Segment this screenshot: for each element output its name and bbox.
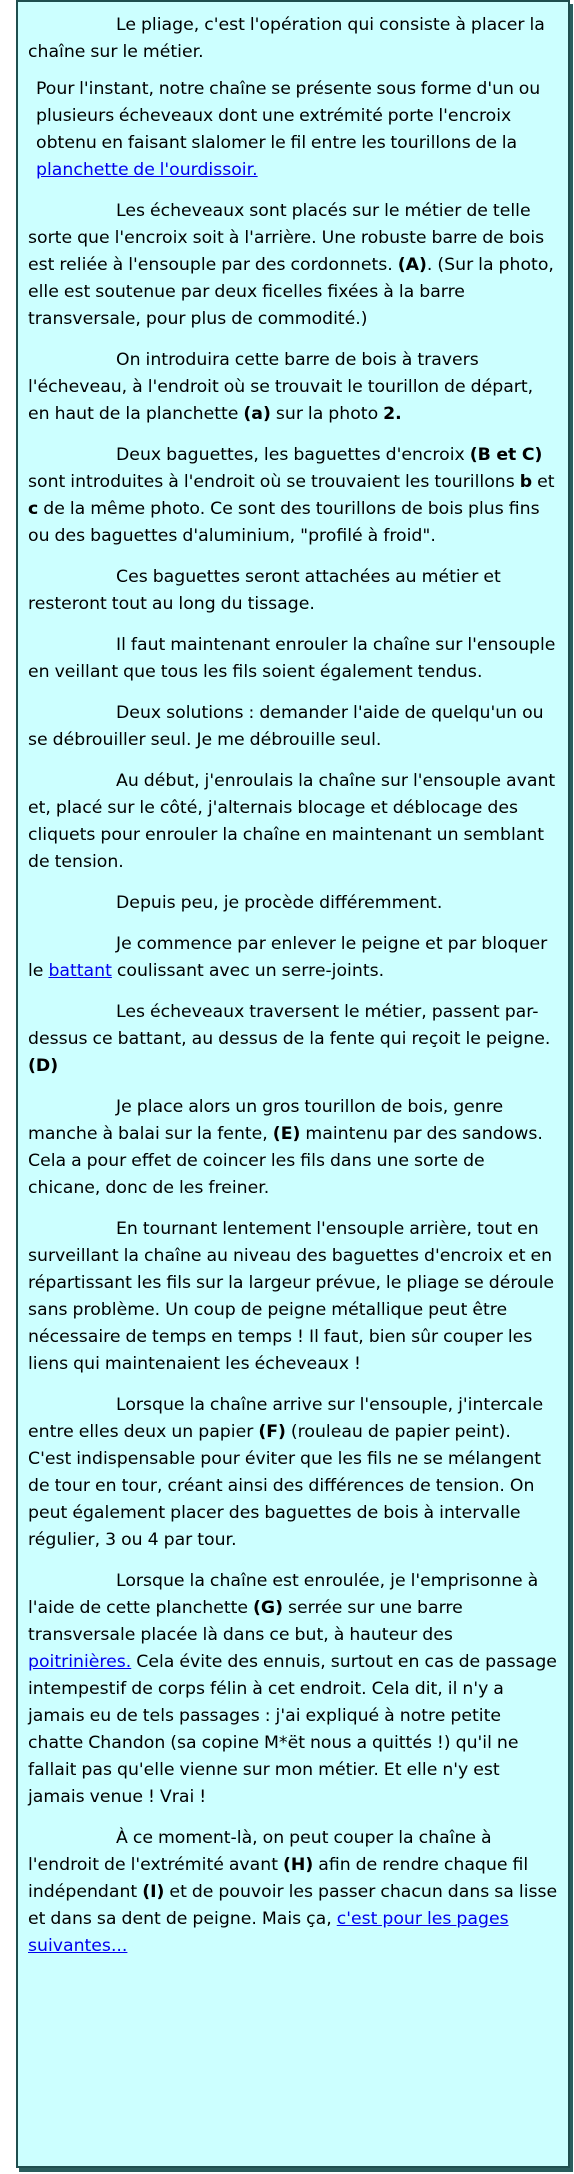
paragraph-text: Les écheveaux sont placés sur le métier de telle sorte que l'encroix soit à l'arrière. Une robuste barre de bois est reliée à l'ensouple par des cordonnets. (28, 201, 545, 275)
paragraph-text: Au début, j'enroulais la chaîne sur l'ensouple avant et, placé sur le côté, j'alternais blocage et déblocage des cliquets pour enrouler la chaîne en maintenant un semblant de tension. (28, 771, 556, 872)
paragraph-text: (rouleau de papier peint). C'est indispensable pour éviter que les fils ne se mélangent de tour en tour, créant ainsi des différences de tension. On peut également placer des baguettes de bois à intervalle régulier, 3 ou 4 par tour. (28, 1422, 542, 1550)
paragraph-barre-bois (28, 347, 558, 428)
label-A: (A) (397, 255, 427, 275)
paragraph-baguettes-attachees (28, 564, 558, 618)
paragraph-text: Il faut maintenant enrouler la chaîne sur l'ensouple en veillant que tous les fils soient également tendus. (28, 635, 556, 682)
label-I: (I) (142, 1882, 165, 1902)
label-c: c (28, 499, 39, 519)
paragraph-text: de la même photo. Ce sont des tourillons de bois plus fins ou des baguettes d'aluminium, "profilé à froid". (28, 499, 540, 546)
paragraph-text: On introduira cette barre de bois à travers l'écheveau, à l'endroit où se trouvait le tourillon de départ, en haut de la planchette (28, 350, 534, 424)
paragraph-text: Deux solutions : demander l'aide de quelqu'un ou se débrouiller seul. Je me débrouille seul. (28, 703, 544, 750)
poitrinieres-link[interactable]: poitrinières. (28, 1652, 132, 1672)
paragraph-text: Cela évite des ennuis, surtout en cas de passage intempestif de corps félin à cet endroit. Cela dit, il n'y a jamais eu de tels passages : j'ai expliqué à notre petite chatte Chandon (sa copine M*ët nous a quittés !) qu'il ne fallait pas qu'elle vienne sur mon métier. Et elle n'y est jamais venue ! Vrai ! (28, 1652, 557, 1807)
paragraph-deux-solutions (28, 700, 558, 754)
paragraph-text: et (532, 472, 555, 492)
paragraph-echeveaux-traversent (28, 999, 558, 1080)
label-E: (E) (272, 1124, 301, 1144)
paragraph-text: coulissant avec un serre-joints. (111, 961, 385, 981)
paragraph-text: Le pliage, c'est l'opération qui consiste à placer la chaîne sur le métier. (28, 15, 545, 62)
paragraph-text: Pour l'instant, notre chaîne se présente sous forme d'un ou plusieurs écheveaux dont une extrémité porte l'encroix obtenu en faisant slalomer le fil entre les tourillons de la (36, 79, 541, 153)
paragraph-text: Ces baguettes seront attachées au métier et resteront tout au long du tissage. (28, 567, 501, 614)
paragraph-enrouler-chaine (28, 632, 558, 686)
paragraph-text: Depuis peu, je procède différemment. (116, 893, 443, 913)
text-panel (16, 0, 570, 2168)
paragraph-text: À ce moment-là, on peut couper la chaîne à l'endroit de l'extrémité avant (28, 1828, 492, 1875)
label-D: (D) (28, 1056, 59, 1076)
paragraph-text: Les écheveaux traversent le métier, passent par-dessus ce battant, au dessus de la fente qui reçoit le peigne. (28, 1002, 551, 1049)
label-H: (H) (282, 1855, 314, 1875)
paragraph-chaine-forme (28, 76, 558, 184)
label-F: (F) (258, 1422, 286, 1442)
planchette-ourdissoir-link[interactable]: planchette de l'ourdissoir. (36, 160, 258, 180)
label-G: (G) (253, 1598, 284, 1618)
paragraph-text: Deux baguettes, les baguettes d'encroix (116, 445, 470, 465)
paragraph-text: Lorsque la chaîne arrive sur l'ensouple, j'intercale entre elles deux un papier (28, 1395, 544, 1442)
paragraph-echeveaux-metier (28, 198, 558, 333)
paragraph-papier-intercale (28, 1392, 558, 1554)
paragraph-text: En tournant lentement l'ensouple arrière, tout en surveillant la chaîne au niveau des baguettes d'encroix et en répartissant les fils sur la largeur prévue, le pliage se déroule sans problème. Un coup de peigne métallique peut être nécessaire de temps en temps ! Il faut, bien sûr couper les liens qui maintenaient les écheveaux ! (28, 1219, 555, 1374)
paragraph-chaine-enroulee (28, 1568, 558, 1811)
paragraph-text: Je commence par enlever le peigne et par bloquer le (28, 934, 548, 981)
battant-link[interactable]: battant (48, 961, 112, 981)
paragraph-text: sont introduites à l'endroit où se trouvaient les tourillons (28, 472, 520, 492)
paragraph-text: Lorsque la chaîne est enroulée, je l'emprisonne à l'aide de cette planchette (28, 1571, 539, 1618)
paragraph-pliage-definition (28, 12, 558, 66)
paragraph-text: . (Sur la photo, elle est soutenue par deux ficelles fixées à la barre transversale, pour plus de commodité.) (28, 255, 554, 329)
pages-suivantes-link[interactable]: c'est pour les pages suivantes... (28, 1909, 509, 1956)
label-photo-2: 2. (383, 404, 402, 424)
paragraph-gros-tourillon (28, 1094, 558, 1202)
label-b: b (519, 472, 533, 492)
paragraph-text: serrée sur une barre transversale placée là dans ce but, à hauteur des (28, 1598, 463, 1645)
paragraph-text: afin de rendre chaque fil indépendant (28, 1855, 529, 1902)
paragraph-text: Je place alors un gros tourillon de bois, genre manche à balai sur la fente, (28, 1097, 504, 1144)
label-a: (a) (243, 404, 271, 424)
paragraph-text: sur la photo (270, 404, 384, 424)
paragraph-baguettes-encroix (28, 442, 558, 550)
paragraph-au-debut (28, 768, 558, 876)
paragraph-enlever-peigne (28, 931, 558, 985)
paragraph-text: et de pouvoir les passer chacun dans sa lisse et dans sa dent de peigne. Mais ça, (28, 1882, 558, 1929)
paragraph-couper-chaine (28, 1825, 558, 1960)
label-B-C: (B et C) (469, 445, 543, 465)
paragraph-depuis-peu (28, 890, 558, 917)
paragraph-en-tournant (28, 1216, 558, 1378)
paragraph-text: maintenu par des sandows. Cela a pour effet de coincer les fils dans une sorte de chicane, donc de les freiner. (28, 1124, 543, 1198)
